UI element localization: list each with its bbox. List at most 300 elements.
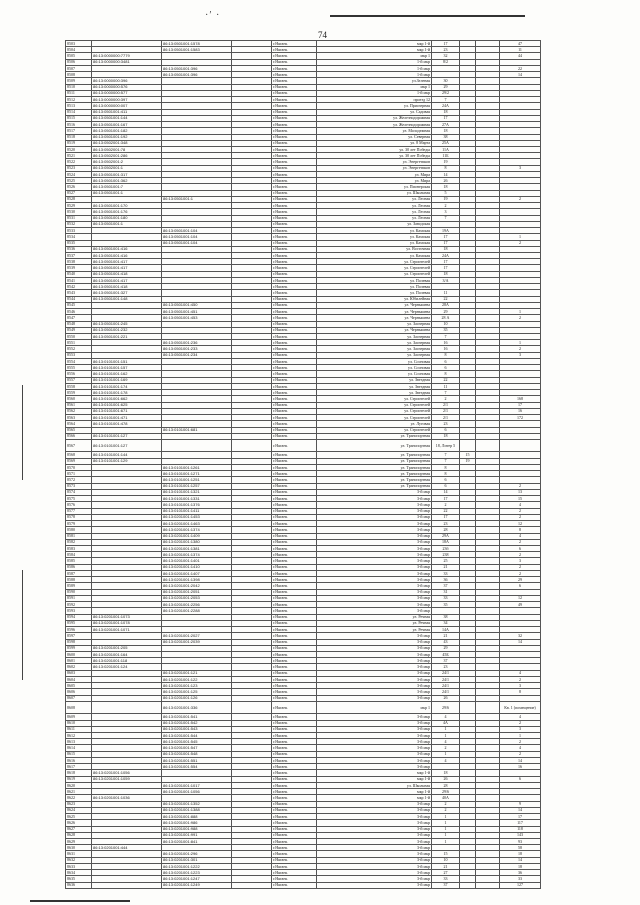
house-number-cell: 29 (432, 309, 460, 315)
street-cell: ул. Речная (317, 627, 432, 633)
street-cell: 3-й мкр (317, 608, 432, 614)
row-number-cell: 8634 (66, 870, 92, 876)
city-cell: г.Нягань (272, 533, 317, 539)
cadastral-premise-cell: 86:13:0101001:1321 (162, 489, 232, 495)
house-number-cell: 2 (432, 502, 460, 508)
row-number-cell: 8515 (66, 115, 92, 121)
city-cell: г.Нягань (272, 651, 317, 657)
street-cell: 3-й мкр (317, 689, 432, 695)
street-cell: 3-й мкр (317, 870, 432, 876)
apartment-cell: 16 (500, 408, 541, 414)
street-cell: ул. Школьная (317, 190, 432, 196)
row-number-cell: 8597 (66, 633, 92, 639)
cadastral-building-cell: 86:13:0101001:671 (92, 408, 162, 414)
city-cell: г.Нягань (272, 683, 317, 689)
city-cell: г.Нягань (272, 109, 317, 115)
apartment-cell: 3 (500, 165, 541, 171)
street-cell: ул. Молодежная (317, 128, 432, 134)
cadastral-premise-cell: 86:13:0201001:1352 (162, 801, 232, 807)
house-number-cell: 8 (432, 352, 460, 358)
row-number-cell: 8536 (66, 246, 92, 252)
apartment-cell: 4 (500, 714, 541, 720)
city-cell: г.Нягань (272, 801, 317, 807)
house-number-cell: 18 (432, 770, 460, 776)
building-cell: 15 (460, 452, 476, 458)
house-number-cell: 6 (432, 358, 460, 364)
cadastral-premise-cell: 86:13:0101001:1251 (162, 477, 232, 483)
cadastral-building-cell: 86:13:0201001:1078 (92, 620, 162, 626)
street-cell: 3-й мкр (317, 801, 432, 807)
house-number-cell: 10 (432, 321, 460, 327)
house-number-cell: 28 (432, 527, 460, 533)
row-number-cell: 8504 (66, 47, 92, 53)
row-number-cell: 8626 (66, 820, 92, 826)
row-number-cell: 8545 (66, 302, 92, 308)
cadastral-building-cell: 86:13:0501001:1 (92, 190, 162, 196)
house-number-cell: 22 (432, 508, 460, 514)
row-number-cell: 8595 (66, 620, 92, 626)
cadastral-premise-cell: 86:13:0101001:681 (162, 427, 232, 433)
apartment-cell: 18 (500, 863, 541, 869)
cadastral-building-cell: 86:13:0501001:182 (92, 128, 162, 134)
city-cell: г.Нягань (272, 190, 317, 196)
street-cell: 3-й мкр (317, 832, 432, 838)
street-cell: 3-й мкр (317, 695, 432, 701)
apartment-cell: 16 (500, 764, 541, 770)
row-number-cell: 8580 (66, 527, 92, 533)
street-cell: ул. Заозерная (317, 340, 432, 346)
street-cell: ул. Звездная (317, 383, 432, 389)
house-number-cell: 16 (432, 346, 460, 352)
row-number-cell: 8537 (66, 252, 92, 258)
street-cell: 3-й мкр (317, 564, 432, 570)
apartment-cell: 14 (500, 757, 541, 763)
cadastral-building-cell: 86:13:0501001:417 (92, 265, 162, 271)
row-number-cell: 8546 (66, 309, 92, 315)
row-number-cell: 8579 (66, 521, 92, 527)
row-number-cell: 8568 (66, 452, 92, 458)
row-number-cell: 8622 (66, 795, 92, 801)
row-number-cell: 8552 (66, 346, 92, 352)
cadastral-premise-cell: 86:13:0501001:233 (162, 346, 232, 352)
cadastral-building-cell: 86:13:0000000:397 (92, 97, 162, 103)
house-number-cell: 238 (432, 552, 460, 558)
cadastral-building-cell: 86:13:0502001:2 (92, 159, 162, 165)
city-cell: г.Нягань (272, 140, 317, 146)
city-cell: г.Нягань (272, 701, 317, 713)
street-cell: 3-й мкр (317, 745, 432, 751)
house-number-cell: 21 (432, 863, 460, 869)
street-cell: 3-й мкр (317, 527, 432, 533)
city-cell: г.Нягань (272, 115, 317, 121)
house-number-cell: 16 (432, 340, 460, 346)
cadastral-premise-cell: 86:13:0201001:1056 (162, 789, 232, 795)
city-cell: г.Нягань (272, 365, 317, 371)
row-number-cell: 8551 (66, 340, 92, 346)
city-cell: г.Нягань (272, 676, 317, 682)
city-cell: г.Нягань (272, 377, 317, 383)
house-number-cell: 4 (432, 739, 460, 745)
margin-mark (22, 570, 23, 680)
house-number-cell: 3/А (432, 277, 460, 283)
apartment-cell: 18 (500, 851, 541, 857)
city-cell: г.Нягань (272, 427, 317, 433)
street-cell: ул. Транспортная (317, 458, 432, 464)
house-number-cell: 7 (432, 97, 460, 103)
row-number-cell: 8567 (66, 440, 92, 452)
cadastral-premise-cell: 86:13:0101001:1271 (162, 471, 232, 477)
city-cell: г.Нягань (272, 807, 317, 813)
cadastral-building-cell (92, 701, 162, 713)
row-number-cell: 8602 (66, 664, 92, 670)
city-cell: г.Нягань (272, 84, 317, 90)
street-cell: ул. Камская (317, 252, 432, 258)
city-cell: г.Нягань (272, 814, 317, 820)
street-cell: ул. Сосновая (317, 365, 432, 371)
row-number-cell: 8603 (66, 670, 92, 676)
row-number-cell: 8554 (66, 358, 92, 364)
cadastral-building-cell: 86:13:0502001:1 (92, 165, 162, 171)
cadastral-premise-cell: 86:13:0501001:451 (162, 309, 232, 315)
cadastral-building-cell: 86:13:0101001:625 (92, 402, 162, 408)
city-cell: г.Нягань (272, 390, 317, 396)
city-cell: г.Нягань (272, 296, 317, 302)
row-number-cell: 8620 (66, 782, 92, 788)
row-number-cell: 8614 (66, 745, 92, 751)
street-cell: 3-й мкр (317, 589, 432, 595)
street-cell: 3-й мкр (317, 658, 432, 664)
house-number-cell: 1 (432, 820, 460, 826)
street-cell: мкр 1-й (317, 795, 432, 801)
apartment-cell: 44 (500, 53, 541, 59)
house-number-cell: 27А (432, 122, 460, 128)
street-cell: ул. Луговая (317, 421, 432, 427)
row-number-cell: 8611 (66, 726, 92, 732)
house-number-cell: 8 (432, 165, 460, 171)
street-cell: мкр 1 (317, 84, 432, 90)
city-cell: г.Нягань (272, 876, 317, 882)
cadastral-premise-cell: 86:13:0201001:841 (162, 839, 232, 845)
street-cell: 3-й мкр (317, 876, 432, 882)
building-cell (460, 701, 476, 713)
street-cell: ул. Приозерная (317, 103, 432, 109)
apartment-cell: 2 (500, 751, 541, 757)
row-number-cell: 8525 (66, 178, 92, 184)
street-cell: 3-й мкр (317, 839, 432, 845)
city-cell: г.Нягань (272, 215, 317, 221)
cadastral-premise-cell: 86:13:0201001:2039 (162, 639, 232, 645)
city-cell: г.Нягань (272, 464, 317, 470)
street-cell: 3-й мкр (317, 726, 432, 732)
street-cell: ул. Заводская (317, 221, 432, 227)
cadastral-premise-cell: 86:13:0201001:125 (162, 689, 232, 695)
street-cell: 3-й мкр (317, 502, 432, 508)
row-number-cell: 8610 (66, 720, 92, 726)
cadastral-building-cell: 86:13:0501001:245 (92, 321, 162, 327)
row-number-cell: 8523 (66, 165, 92, 171)
street-cell: 3-й мкр (317, 545, 432, 551)
street-cell: ул. Речная (317, 620, 432, 626)
street-cell: 3-й мкр (317, 863, 432, 869)
house-number-cell: 30 (432, 78, 460, 84)
house-number-cell: 26 (432, 178, 460, 184)
house-number-cell: 32 (432, 53, 460, 59)
row-number-cell: 8576 (66, 502, 92, 508)
city-cell: г.Нягань (272, 851, 317, 857)
cadastral-building-cell: 86:13:0201001:1036 (92, 795, 162, 801)
cadastral-premise-cell: 86:13:0201001:2053 (162, 595, 232, 601)
city-cell: г.Нягань (272, 334, 317, 340)
cadastral-building-cell: 86:13:0201001:1073 (92, 614, 162, 620)
house-number-cell: 11Б (432, 153, 460, 159)
house-number-cell: 2/1 (432, 408, 460, 414)
house-number-cell: 26 (432, 695, 460, 701)
house-number-cell: 27 (432, 870, 460, 876)
street-cell: 3-й мкр (317, 645, 432, 651)
cadastral-building-cell: 86:13:0000000:7779 (92, 53, 162, 59)
street-cell: 3-й мкр (317, 720, 432, 726)
house-number-cell: 23 (432, 521, 460, 527)
row-number-cell: 8520 (66, 146, 92, 152)
row-number-cell: 8625 (66, 814, 92, 820)
city-cell: г.Нягань (272, 639, 317, 645)
city-cell: г.Нягань (272, 508, 317, 514)
street-cell: ул. Заозерная (317, 346, 432, 352)
row-number-cell: 8513 (66, 103, 92, 109)
street-cell: ул. Лесная (317, 196, 432, 202)
city-cell: г.Нягань (272, 764, 317, 770)
empty-cell (476, 701, 500, 713)
house-number-cell: 18 (432, 109, 460, 115)
row-number-cell: 8509 (66, 78, 92, 84)
city-cell: г.Нягань (272, 863, 317, 869)
row-number-cell: 8524 (66, 171, 92, 177)
city-cell: г.Нягань (272, 165, 317, 171)
street-cell: ул. Заозерная (317, 321, 432, 327)
apartment-cell: 6 (500, 583, 541, 589)
house-number-cell: 3 (432, 209, 460, 215)
city-cell: г.Нягань (272, 97, 317, 103)
cadastral-premise-cell: 86:13:0201001:544 (162, 733, 232, 739)
cadastral-premise-cell: 86:13:0501001:104 (162, 228, 232, 234)
cadastral-building-cell: 86:13:0101001:471 (92, 415, 162, 421)
city-cell: г.Нягань (272, 290, 317, 296)
house-number-cell: 19А (432, 228, 460, 234)
street-cell: ул. Строителей (317, 415, 432, 421)
row-number-cell: 8574 (66, 489, 92, 495)
row-number-cell: 8586 (66, 564, 92, 570)
street-cell: ул. Сосновая (317, 358, 432, 364)
city-cell: г.Нягань (272, 228, 317, 234)
cadastral-building-cell: 86:13:0501001:317 (92, 171, 162, 177)
row-number-cell: 8618 (66, 770, 92, 776)
cadastral-building-cell: 86:13:0501001:221 (92, 334, 162, 340)
cadastral-premise-cell: 86:13:0201001:543 (162, 726, 232, 732)
apartment-cell: 2 (500, 514, 541, 520)
cadastral-premise-cell: 86:13:0501001:1 (162, 196, 232, 202)
city-cell: г.Нягань (272, 739, 317, 745)
street-cell: ул. 8 Марта (317, 140, 432, 146)
city-cell: г.Нягань (272, 396, 317, 402)
house-number-cell: 4 (432, 714, 460, 720)
row-number-cell: 8507 (66, 65, 92, 71)
row-number-cell: 8547 (66, 315, 92, 321)
apartment-cell: 2 (500, 739, 541, 745)
row-number-cell: 8599 (66, 645, 92, 651)
cadastral-building-cell: 86:13:0501001:148 (92, 296, 162, 302)
street-cell: 3-й мкр (317, 882, 432, 888)
house-number-cell: 6 (432, 477, 460, 483)
cadastral-premise-cell: 86:13:0201001:2027 (162, 633, 232, 639)
house-number-cell: 8/2 (432, 59, 460, 65)
row-number-cell: 8511 (66, 90, 92, 96)
house-number-cell: 11А (432, 146, 460, 152)
city-cell: г.Нягань (272, 59, 317, 65)
row-number-cell: 8540 (66, 271, 92, 277)
street-cell: 3-й мкр (317, 664, 432, 670)
street-cell: 3-й мкр (317, 651, 432, 657)
city-cell: г.Нягань (272, 564, 317, 570)
city-cell: г.Нягань (272, 408, 317, 414)
cadastral-building-cell: 86:13:0101001:127 (92, 440, 162, 452)
street-cell: ул. Юбилейная (317, 296, 432, 302)
house-number-cell: 29/6 (432, 789, 460, 795)
street-cell: ул. Полевая (317, 277, 432, 283)
row-number-cell: 8538 (66, 259, 92, 265)
city-cell: г.Нягань (272, 315, 317, 321)
city-cell: г.Нягань (272, 745, 317, 751)
apartment-cell: 1 (500, 733, 541, 739)
street-cell: ул. Камская (317, 234, 432, 240)
street-cell: ул. Железнодорожная (317, 122, 432, 128)
cadastral-premise-cell: 86:13:0201001:991 (162, 832, 232, 838)
apartment-cell: 117 (500, 820, 541, 826)
city-cell: г.Нягань (272, 122, 317, 128)
city-cell: г.Нягань (272, 221, 317, 227)
city-cell: г.Нягань (272, 277, 317, 283)
city-cell: г.Нягань (272, 789, 317, 795)
building-cell (460, 440, 476, 452)
apartment-cell: 2 (500, 720, 541, 726)
city-cell: г.Нягань (272, 352, 317, 358)
house-number-cell: 21 (432, 633, 460, 639)
house-number-cell: 23б (432, 545, 460, 551)
cadastral-building-cell: 86:13:0501001:167 (92, 122, 162, 128)
house-number-cell: 29/6 (432, 701, 460, 713)
cadastral-building-cell: 86:13:0000000:396 (92, 78, 162, 84)
city-cell: г.Нягань (272, 633, 317, 639)
row-number-cell: 8581 (66, 533, 92, 539)
row-number-cell: 8560 (66, 396, 92, 402)
apartment-cell: 3 (500, 726, 541, 732)
street-cell: ул. Пионерская (317, 184, 432, 190)
building-cell: 19 (460, 458, 476, 464)
house-number-cell: 7 (432, 334, 460, 340)
city-cell: г.Нягань (272, 776, 317, 782)
city-cell: г.Нягань (272, 346, 317, 352)
house-number-cell: 6 (432, 427, 460, 433)
row-number-cell: 8506 (66, 59, 92, 65)
row-number-cell: 8591 (66, 595, 92, 601)
city-cell: г.Нягань (272, 695, 317, 701)
city-cell: г.Нягань (272, 259, 317, 265)
house-number-cell: 18 (432, 246, 460, 252)
street-cell: ул. Строителей (317, 396, 432, 402)
city-cell: г.Нягань (272, 209, 317, 215)
row-number-cell: 8539 (66, 265, 92, 271)
house-number-cell: 2/1 (432, 415, 460, 421)
apartment-cell: 14 (500, 639, 541, 645)
house-number-cell: 4 (432, 757, 460, 763)
cadastral-building-cell: 86:13:0101001:144 (92, 452, 162, 458)
cadastral-premise-cell: 86:13:0101001:1331 (162, 496, 232, 502)
row-number-cell: 8609 (66, 714, 92, 720)
cadastral-premise-cell: 86:13:0201001:541 (162, 714, 232, 720)
apartment-cell: 4 (500, 533, 541, 539)
house-number-cell: 1 (432, 839, 460, 845)
apartment-cell: 14 (500, 72, 541, 78)
cadastral-premise-cell: 86:13:0201001:1381 (162, 545, 232, 551)
street-cell: ул. Транспортная (317, 433, 432, 439)
cadastral-premise-cell: 86:13:0201001:1401 (162, 558, 232, 564)
house-number-cell: 45Б (432, 651, 460, 657)
street-cell: мкр 1-й (317, 41, 432, 47)
cadastral-premise-cell: 86:13:0201001:1223 (162, 870, 232, 876)
house-number-cell: 4А (432, 720, 460, 726)
row-number-cell: 8617 (66, 764, 92, 770)
street-cell: мкр 1-й (317, 47, 432, 53)
city-cell: г.Нягань (272, 302, 317, 308)
street-cell: ул. Лесная (317, 203, 432, 209)
apartment-cell: 36 (500, 870, 541, 876)
city-cell: г.Нягань (272, 620, 317, 626)
cadastral-premise-cell: 86:13:0201001:888 (162, 814, 232, 820)
street-cell: ул. Строителей (317, 259, 432, 265)
bottom-rule (30, 900, 130, 902)
cadastral-building-cell: 86:13:0501001:416 (92, 246, 162, 252)
row-number-cell: 8529 (66, 203, 92, 209)
row-number-cell: 8601 (66, 658, 92, 664)
row-number-cell: 8571 (66, 471, 92, 477)
cadastral-premise-cell: 86:13:0201001:301 (162, 857, 232, 863)
cadastral-premise-cell: 86:13:0501001:234 (162, 352, 232, 358)
house-number-cell: 22 (432, 377, 460, 383)
house-number-cell: 1 (432, 826, 460, 832)
row-number-cell: 8583 (66, 545, 92, 551)
row-number-cell: 8521 (66, 153, 92, 159)
apartment-cell: 9 (500, 801, 541, 807)
house-number-cell: 2 (432, 807, 460, 813)
cadastral-premise-cell: 86:13:0201001:2288 (162, 608, 232, 614)
city-cell: г.Нягань (272, 458, 317, 464)
house-number-cell: 40А (432, 795, 460, 801)
cadastral-building-cell: 86:13:0501001:232 (92, 327, 162, 333)
city-cell: г.Нягань (272, 558, 317, 564)
street-cell: мкр 1-й (317, 776, 432, 782)
cadastral-premise-cell: 86:13:0101001:1257 (162, 483, 232, 489)
apartment-cell: 4 (500, 745, 541, 751)
street-cell: ул. Транспортная (317, 452, 432, 458)
street-cell: 1-й мкр (317, 59, 432, 65)
cadastral-building-cell: 86:13:0501001:176 (92, 209, 162, 215)
apartment-cell: 14 (500, 807, 541, 813)
row-number-cell: 8530 (66, 209, 92, 215)
apartment-cell: 33 (500, 876, 541, 882)
row-number-cell: 8600 (66, 651, 92, 657)
street-cell: ул. Заозерная (317, 352, 432, 358)
city-cell: г.Нягань (272, 440, 317, 452)
city-cell: г.Нягань (272, 321, 317, 327)
